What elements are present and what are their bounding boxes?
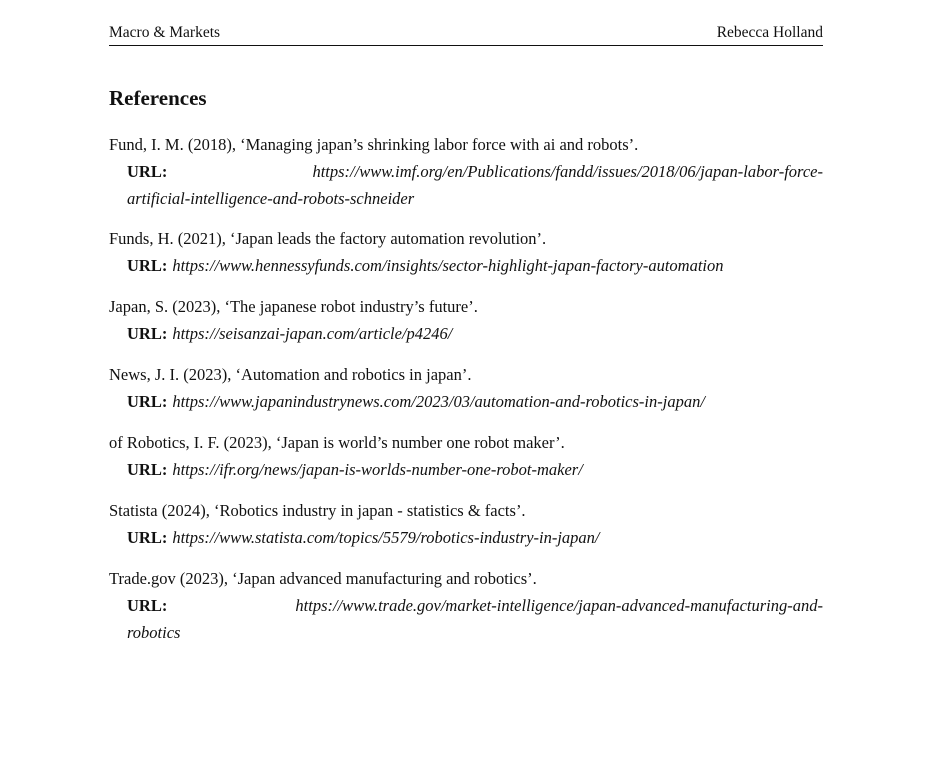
running-header-right: Rebecca Holland bbox=[716, 24, 823, 41]
url-label: URL: bbox=[127, 392, 168, 411]
reference-url[interactable]: https://www.statista.com/topics/5579/robotics-industry-in-japan/ bbox=[172, 528, 600, 547]
reference-url-continued[interactable]: artificial-intelligence-and-robots-schneider bbox=[127, 189, 415, 208]
reference-url[interactable]: https://www.imf.org/en/Publications/fandd/issues/2018/06/japan-labor-force- bbox=[312, 162, 823, 181]
reference-entry bbox=[109, 361, 823, 415]
running-header-left: Macro & Markets bbox=[109, 24, 221, 41]
url-label: URL: bbox=[127, 460, 168, 479]
section-title: References bbox=[109, 86, 207, 110]
reference-text: Fund, I. M. (2018), ‘Managing japan’s shrinking labor force with ai and robots’. bbox=[109, 135, 639, 154]
reference-text: of Robotics, I. F. (2023), ‘Japan is world’s number one robot maker’. bbox=[109, 433, 565, 452]
reference-entry bbox=[109, 565, 823, 646]
reference-text: Statista (2024), ‘Robotics industry in japan - statistics & facts’. bbox=[109, 501, 526, 520]
reference-url[interactable]: https://ifr.org/news/japan-is-worlds-number-one-robot-maker/ bbox=[172, 460, 583, 479]
reference-entry bbox=[109, 131, 823, 212]
url-label: URL: bbox=[127, 596, 168, 615]
reference-text: Japan, S. (2023), ‘The japanese robot industry’s future’. bbox=[109, 297, 478, 316]
reference-text: Trade.gov (2023), ‘Japan advanced manufacturing and robotics’. bbox=[109, 569, 537, 588]
reference-text: Funds, H. (2021), ‘Japan leads the factory automation revolution’. bbox=[109, 229, 547, 248]
reference-entry bbox=[109, 497, 823, 551]
reference-entry bbox=[109, 293, 823, 347]
reference-entry bbox=[109, 225, 823, 279]
reference-url[interactable]: https://www.hennessyfunds.com/insights/sector-highlight-japan-factory-automation bbox=[172, 256, 724, 275]
url-label: URL: bbox=[127, 256, 168, 275]
reference-url[interactable]: https://www.trade.gov/market-intelligence/japan-advanced-manufacturing-and- bbox=[295, 596, 823, 615]
header-rule bbox=[109, 45, 823, 46]
url-label: URL: bbox=[127, 528, 168, 547]
reference-url-continued[interactable]: robotics bbox=[127, 623, 181, 642]
reference-url[interactable]: https://seisanzai-japan.com/article/p4246/ bbox=[172, 324, 453, 343]
reference-entry bbox=[109, 429, 823, 483]
reference-url[interactable]: https://www.japanindustrynews.com/2023/03/automation-and-robotics-in-japan/ bbox=[172, 392, 705, 411]
reference-text: News, J. I. (2023), ‘Automation and robotics in japan’. bbox=[109, 365, 472, 384]
url-label: URL: bbox=[127, 324, 168, 343]
url-label: URL: bbox=[127, 162, 168, 181]
